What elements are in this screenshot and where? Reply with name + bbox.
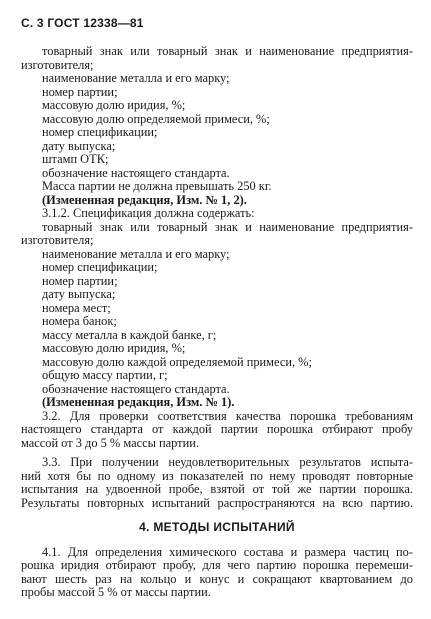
text-line: наименование металла и его марку;	[42, 71, 230, 85]
text-line: изготовителя;	[21, 233, 94, 247]
text-line: номера банок;	[42, 314, 117, 328]
text-line: массовую долю определяемой примеси, %;	[42, 111, 270, 126]
text-line: массовую долю иридия, %;	[42, 98, 186, 112]
text-line: обозначение настоящего стандарта.	[42, 165, 230, 180]
text-line: ний хотя бы по одному из показателей по нему проводят повторные	[21, 468, 413, 483]
text-line: массовую долю каждой определяемой примеси, %;	[42, 354, 312, 369]
text-line: массовую долю иридия, %;	[42, 341, 186, 355]
text-line: Масса партии не должна превышать 250 кг.	[42, 179, 272, 193]
amendment-note: (Измененная редакция, Изм. № 1).	[42, 395, 235, 409]
text-line: 3.2. Для проверки соответствия качества порошка требованиям	[42, 408, 413, 423]
text-line: Результаты повторных испытаний распространяются на всю партию.	[21, 495, 413, 510]
text-line: номер спецификации;	[42, 125, 158, 139]
document-body	[21, 45, 413, 600]
text-line: испытания на удвоенной пробе, взятой от той же партии порошка.	[21, 482, 413, 496]
page-header: С. 3 ГОСТ 12338—81	[21, 16, 144, 30]
text-line: 4.1. Для определения химического состава и размера частиц по-	[42, 544, 413, 559]
text-line: вают шесть раз на кольцо и конус и сокращают квартованием до	[21, 571, 413, 586]
text-line: номера мест;	[42, 300, 111, 315]
text-line: массу металла в каждой банке, г;	[42, 327, 217, 342]
text-line: обозначение настоящего стандарта.	[42, 381, 230, 396]
text-line: наименование металла и его марку;	[42, 246, 230, 261]
text-line: изготовителя;	[21, 57, 94, 72]
text-line: массой от 3 до 5 % массы партии.	[21, 435, 199, 450]
text-line: пробы массой 5 % от массы партии.	[21, 585, 211, 599]
clause-heading: 3.1.2. Спецификация должна содержать:	[42, 206, 255, 220]
text-line: штамп ОТК;	[42, 152, 109, 166]
text-line: товарный знак или товарный знак и наименование предприятия-	[42, 44, 413, 58]
text-line: номер партии;	[42, 273, 118, 288]
section-heading: 4. МЕТОДЫ ИСПЫТАНИЙ	[139, 520, 295, 534]
text-line: рошка иридия отбирают пробу, для чего партию порошка перемеши-	[21, 558, 413, 572]
text-line: дату выпуска;	[42, 138, 116, 153]
text-line: общую массу партии, г;	[42, 368, 168, 382]
amendment-note: (Измененная редакция, Изм. № 1, 2).	[42, 192, 247, 207]
text-line: товарный знак или товарный знак и наименование предприятия-	[42, 219, 413, 234]
text-line: 3.3. При получении неудовлетворительных результатов испыта-	[42, 455, 413, 469]
text-line: номер спецификации;	[42, 260, 158, 274]
text-line: дату выпуска;	[42, 287, 116, 301]
text-line: настоящего стандарта от каждой партии порошка отбирают пробу	[21, 422, 413, 436]
text-line: номер партии;	[42, 84, 118, 99]
